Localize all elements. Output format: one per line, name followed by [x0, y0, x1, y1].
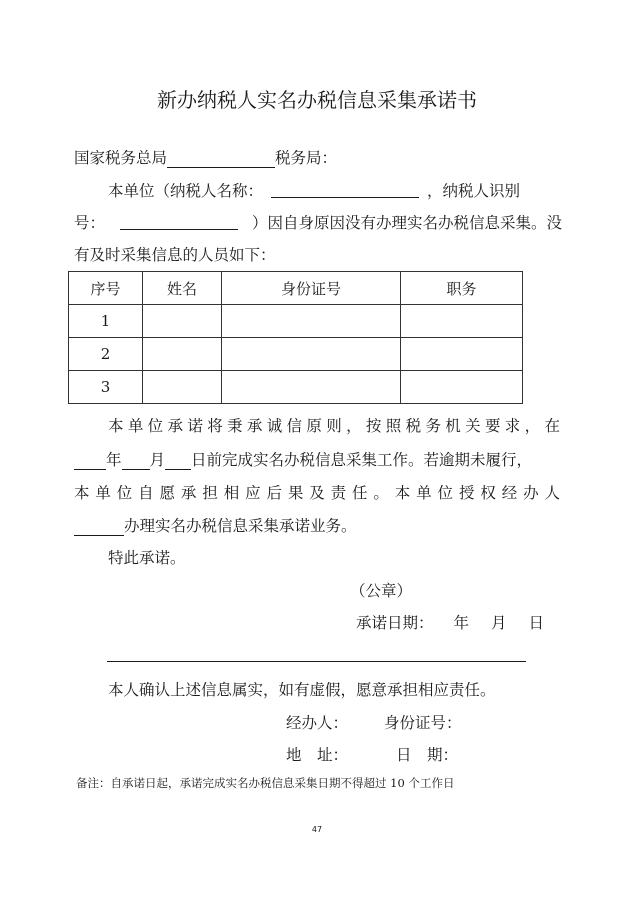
commitment-line-1: 本单位承诺将秉承诚信原则，按照税务机关要求，在 [108, 417, 560, 435]
table-row [69, 338, 523, 371]
confirmation-statement: 本人确认上述信息属实，如有虚假，愿意承担相应责任。 [108, 681, 496, 699]
name-cell[interactable] [143, 305, 222, 338]
agent-label: 经办人： [286, 714, 349, 732]
tax-bureau-blank[interactable] [167, 151, 275, 168]
commitment-date [356, 613, 544, 633]
taxpayer-name-blank[interactable] [271, 181, 419, 198]
commitment-line-2 [74, 450, 532, 470]
name-cell[interactable] [143, 338, 222, 371]
commitment-line-3: 本单位自愿承担相应后果及责任。本单位授权经办人 [74, 484, 560, 502]
id-number-label: 身份证号： [384, 714, 462, 732]
intro-line-2 [74, 213, 562, 233]
taxpayer-id-blank[interactable] [120, 213, 238, 230]
commitment-text-4: 办理实名办税信息采集承诺业务。 [124, 517, 357, 535]
footnote: 备注：自承诺日起，承诺完成实名办税信息采集日期不得超过 10 个工作日 [76, 776, 455, 790]
position-cell[interactable] [401, 338, 523, 371]
commitment-text-2: 日前完成实名办税信息采集工作。若逾期未履行， [191, 451, 533, 469]
salutation [74, 148, 337, 168]
name-cell[interactable] [143, 371, 222, 404]
agent-name-blank[interactable] [74, 519, 124, 536]
table-header-row [69, 272, 523, 305]
header-position: 职务 [401, 272, 523, 305]
position-cell[interactable] [401, 371, 523, 404]
commitment-line-4 [74, 516, 357, 536]
month-blank[interactable] [122, 453, 150, 470]
row-serial-number: 1 [69, 305, 143, 338]
intro-text-1a: 本单位（纳税人名称： [108, 182, 264, 200]
salutation-right: 税务局： [275, 149, 338, 167]
table-row [69, 305, 523, 338]
date-day: 日 [528, 614, 545, 632]
intro-line-3: 有及时采集信息的人员如下： [74, 246, 276, 264]
id-number-cell[interactable] [222, 338, 401, 371]
divider-line [107, 661, 526, 662]
position-cell[interactable] [401, 305, 523, 338]
year-label: 年 [106, 451, 122, 469]
header-name: 姓名 [143, 272, 222, 305]
day-blank[interactable] [165, 453, 191, 470]
date-year: 年 [453, 614, 470, 632]
row-serial-number: 3 [69, 371, 143, 404]
id-number-cell[interactable] [222, 305, 401, 338]
header-serial-number: 序号 [69, 272, 143, 305]
intro-text-2a: 号： [74, 214, 106, 232]
table-row [69, 371, 523, 404]
page-number: 47 [311, 825, 323, 834]
personnel-table [68, 271, 523, 404]
intro-text-1b: ，纳税人识别 [426, 182, 520, 200]
document-title: 新办纳税人实名办税信息采集承诺书 [157, 88, 477, 112]
header-id-number: 身份证号 [222, 272, 401, 305]
salutation-left: 国家税务总局 [74, 149, 168, 167]
month-label: 月 [149, 451, 166, 469]
official-seal-label: （公章） [350, 582, 413, 600]
intro-text-2b: ）因自身原因没有办理实名办税信息采集。没 [251, 214, 562, 232]
year-blank[interactable] [74, 453, 106, 470]
id-number-cell[interactable] [222, 371, 401, 404]
row-serial-number: 2 [69, 338, 143, 371]
date-month: 月 [491, 614, 507, 632]
address-label: 地 址： [286, 746, 349, 764]
commitment-date-label: 承诺日期： [356, 614, 434, 632]
hereby-commit: 特此承诺。 [108, 549, 186, 567]
intro-line-1 [108, 181, 520, 201]
date-label: 日 期： [396, 746, 459, 764]
